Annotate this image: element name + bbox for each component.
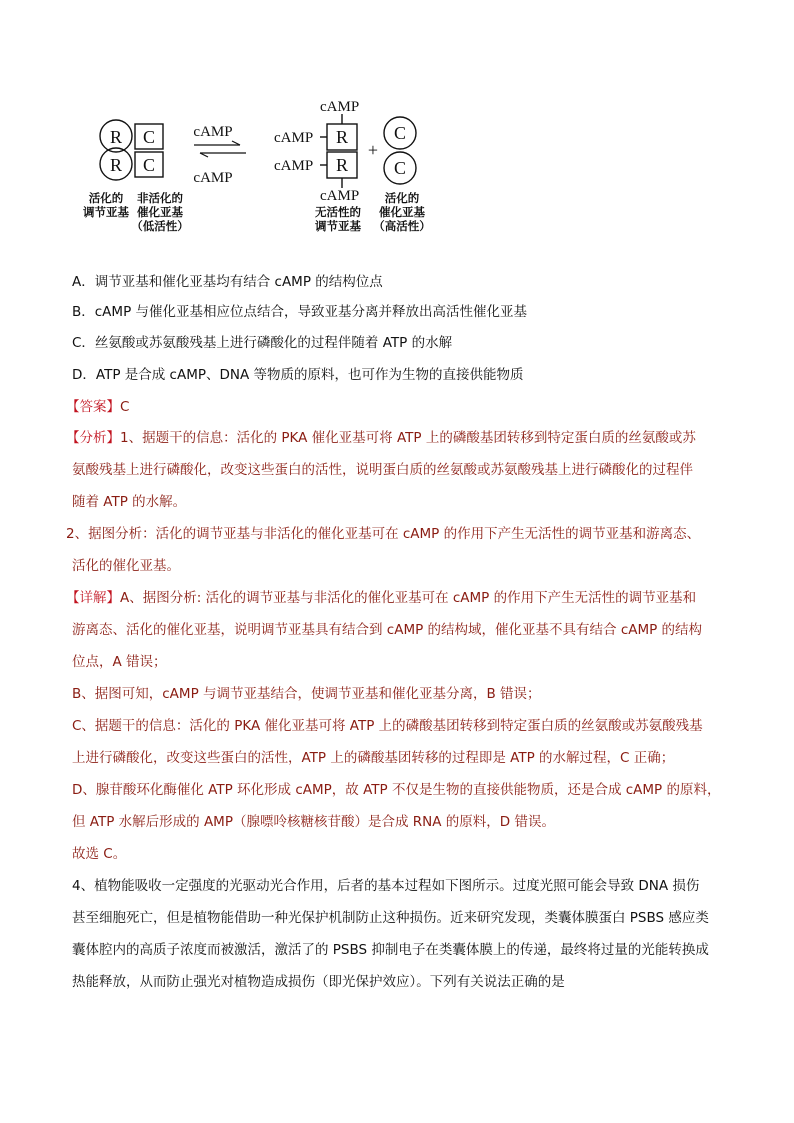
detail-line-3: 位点，A 错误；	[72, 654, 167, 670]
question4-line-2: 甚至细胞死亡，但是植物能借助一种光保护机制防止这种损伤。近来研究发现，类囊体膜蛋白 PSBS 感应类	[72, 910, 709, 926]
right-c-top: C	[393, 123, 407, 143]
right-reg-label-1: 无活性的	[315, 207, 361, 219]
left-c-top: C	[142, 127, 156, 147]
analysis-text-1: 1、据题干的信息：活化的 PKA 催化亚基可将 ATP 上的磷酸基团转移到特定蛋白质的丝氨酸或苏	[120, 430, 696, 446]
question4-line-1: 4、植物能吸收一定强度的光驱动光合作用，后者的基本过程如下图所示。过度光照可能会导致 DNA 损伤	[72, 878, 700, 894]
left-reg-label-2: 调节亚基	[83, 207, 129, 219]
analysis-line-3: 随着 ATP 的水解。	[72, 494, 187, 510]
left-c-bottom: C	[142, 155, 156, 175]
right-r-top: R	[335, 127, 349, 147]
right-cat-label-2: 催化亚基	[379, 207, 425, 219]
left-cat-label-2: 催化亚基	[137, 207, 183, 219]
detail-line-7: D、腺苷酸环化酶催化 ATP 环化形成 cAMP，故 ATP 不仅是生物的直接供能物质，还是合成 cAMP 的原料，	[72, 782, 721, 798]
right-cat-label-3: （高活性）	[373, 221, 431, 233]
detail-line-5: C、据题干的信息：活化的 PKA 催化亚基可将 ATP 上的磷酸基团转移到特定蛋白质的丝氨酸或苏氨酸残基	[72, 718, 703, 734]
analysis-line-4: 2、据图分析：活化的调节亚基与非活化的催化亚基可在 cAMP 的作用下产生无活性的调节亚基和游离态、	[66, 526, 701, 542]
analysis-line-1	[66, 428, 696, 448]
camp-left-2: cAMP	[274, 158, 314, 174]
camp-left-1: cAMP	[274, 130, 314, 146]
detail-line-9: 故选 C。	[72, 846, 127, 862]
analysis-line-2: 氨酸残基上进行磷酸化，改变这些蛋白的活性，说明蛋白质的丝氨酸或苏氨酸残基上进行磷酸化的过程伴	[72, 462, 693, 478]
detail-line-1	[66, 588, 696, 608]
answer-value: C	[120, 399, 130, 415]
left-reg-label-1: 活化的	[88, 193, 124, 205]
arrow-camp-top: cAMP	[193, 124, 233, 140]
detail-line-8: 但 ATP 水解后形成的 AMP（腺嘌呤核糖核苷酸）是合成 RNA 的原料，D 错误。	[72, 814, 555, 830]
question4-line-4: 热能释放，从而防止强光对植物造成损伤（即光保护效应）。下列有关说法正确的是	[72, 974, 565, 990]
pka-activation-diagram	[80, 98, 460, 248]
analysis-line-5: 活化的催化亚基。	[72, 558, 180, 574]
detail-text-1: A、据图分析: 活化的调节亚基与非活化的催化亚基可在 cAMP 的作用下产生无活性的调节亚基和	[120, 590, 697, 606]
arrow-camp-bottom: cAMP	[193, 170, 233, 186]
detail-line-2: 游离态、活化的催化亚基，说明调节亚基具有结合到 cAMP 的结构域，催化亚基不具有结合 cAMP 的结构	[72, 622, 703, 638]
detail-line-4: B、据图可知，cAMP 与调节亚基结合，使调节亚基和催化亚基分离，B 错误；	[72, 686, 541, 702]
left-cat-label-3: （低活性）	[131, 221, 189, 233]
detail-tag: 【详解】	[66, 590, 120, 606]
detail-line-6: 上进行磷酸化，改变这些蛋白的活性，ATP 上的磷酸基团转移的过程即是 ATP 的水解过程，C 正确；	[72, 750, 675, 766]
left-r-top: R	[109, 127, 123, 147]
left-cat-label-1: 非活化的	[137, 193, 183, 205]
reversible-arrows	[194, 141, 246, 157]
question4-line-3: 囊体腔内的高质子浓度而被激活，激活了的 PSBS 抑制电子在类囊体膜上的传递，最终将过量的光能转换成	[72, 942, 709, 958]
option-c: C．丝氨酸或苏氨酸残基上进行磷酸化的过程伴随着 ATP 的水解	[72, 335, 453, 351]
plus-sign: +	[367, 140, 379, 160]
analysis-tag: 【分析】	[66, 430, 120, 446]
right-c-bottom: C	[393, 158, 407, 178]
left-r-bottom: R	[109, 155, 123, 175]
camp-bottom-label: cAMP	[320, 188, 360, 204]
option-a: A．调节亚基和催化亚基均有结合 cAMP 的结构位点	[72, 274, 383, 290]
right-cat-label-1: 活化的	[384, 193, 420, 205]
right-r-bottom: R	[335, 155, 349, 175]
option-d: D．ATP 是合成 cAMP、DNA 等物质的原料，也可作为生物的直接供能物质	[72, 367, 524, 383]
camp-top-label: cAMP	[320, 99, 360, 115]
answer-line	[66, 397, 129, 417]
right-reg-label-2: 调节亚基	[315, 221, 361, 233]
option-b: B．cAMP 与催化亚基相应位点结合，导致亚基分离并释放出高活性催化亚基	[72, 304, 527, 320]
answer-tag: 【答案】	[66, 399, 120, 415]
